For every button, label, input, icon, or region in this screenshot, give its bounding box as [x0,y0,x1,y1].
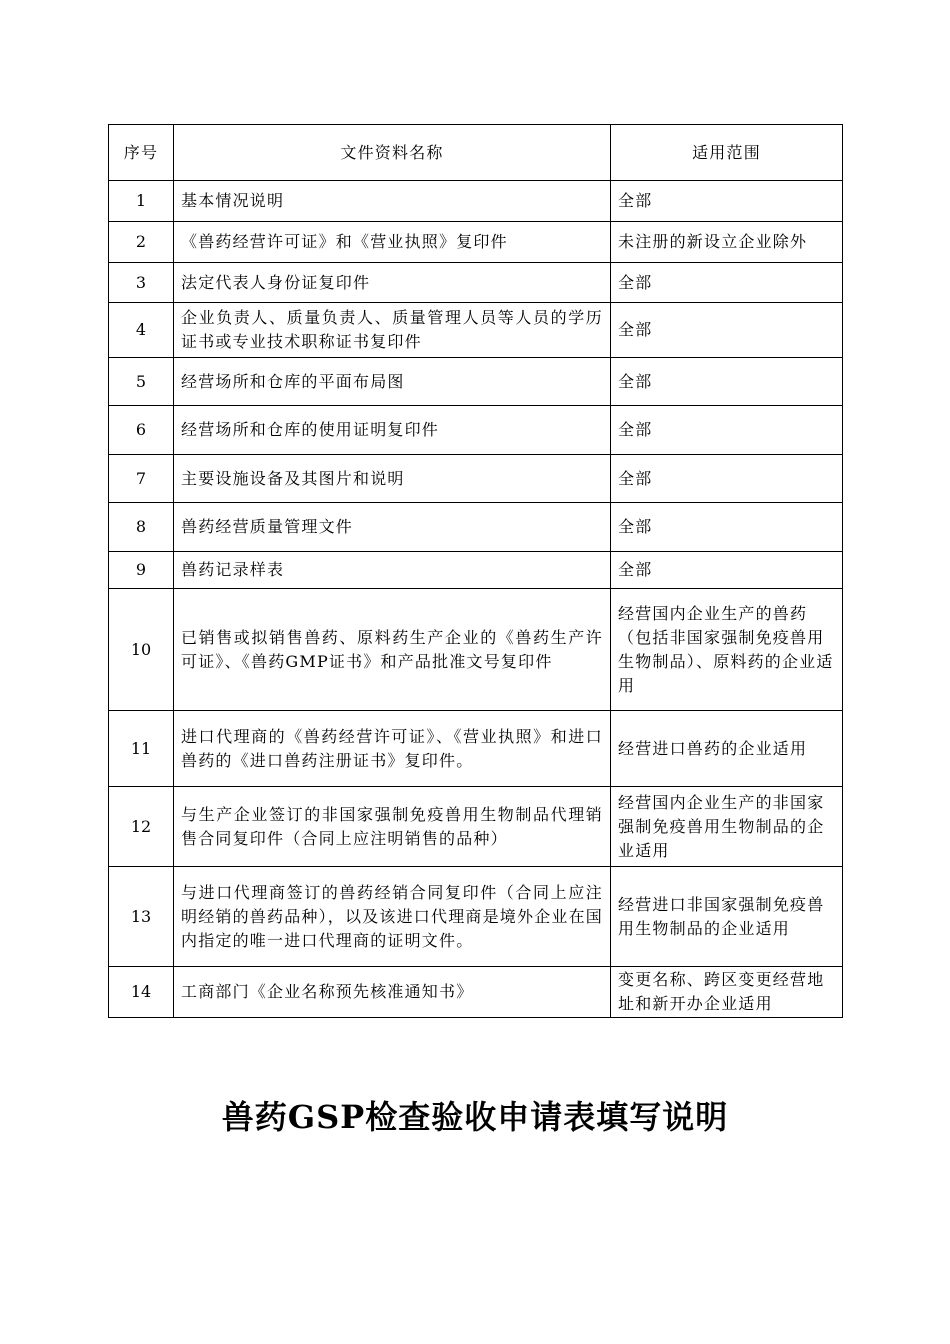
table-row [109,967,843,1018]
table-row [109,455,843,503]
row-document-name: 法定代表人身份证复印件 [174,263,611,303]
row-scope: 变更名称、跨区变更经营地址和新开办企业适用 [611,967,843,1018]
row-document-name: 基本情况说明 [174,181,611,222]
row-scope: 未注册的新设立企业除外 [611,222,843,263]
row-scope: 全部 [611,455,843,503]
table-row [109,552,843,589]
header-scope: 适用范围 [611,125,843,181]
table-row [109,503,843,552]
table-row [109,406,843,455]
row-document-name: 经营场所和仓库的使用证明复印件 [174,406,611,455]
table-row [109,303,843,358]
row-document-name: 工商部门《企业名称预先核准通知书》 [174,967,611,1018]
row-document-name: 企业负责人、质量负责人、质量管理人员等人员的学历证书或专业技术职称证书复印件 [174,303,611,358]
section-title: 兽药GSP检查验收申请表填写说明 [221,1098,729,1136]
row-index: 8 [109,503,174,552]
row-index: 7 [109,455,174,503]
table-row [109,589,843,711]
row-scope: 经营进口非国家强制免疫兽用生物制品的企业适用 [611,867,843,967]
row-index: 6 [109,406,174,455]
row-index: 13 [109,867,174,967]
table-row [109,222,843,263]
row-document-name: 兽药记录样表 [174,552,611,589]
row-index: 14 [109,967,174,1018]
row-scope: 全部 [611,406,843,455]
row-document-name: 与进口代理商签订的兽药经销合同复印件（合同上应注明经销的兽药品种），以及该进口代理商是境外企业在国内指定的唯一进口代理商的证明文件。 [174,867,611,967]
row-scope: 全部 [611,263,843,303]
row-scope: 全部 [611,358,843,406]
row-scope: 全部 [611,303,843,358]
row-index: 4 [109,303,174,358]
table-row [109,181,843,222]
row-scope: 经营进口兽药的企业适用 [611,711,843,787]
row-scope: 经营国内企业生产的非国家强制免疫兽用生物制品的企业适用 [611,787,843,867]
row-index: 2 [109,222,174,263]
row-document-name: 主要设施设备及其图片和说明 [174,455,611,503]
table-row [109,711,843,787]
row-scope: 全部 [611,503,843,552]
row-document-name: 兽药经营质量管理文件 [174,503,611,552]
row-document-name: 经营场所和仓库的平面布局图 [174,358,611,406]
table-row [109,358,843,406]
row-index: 12 [109,787,174,867]
row-scope: 经营国内企业生产的兽药（包括非国家强制免疫兽用生物制品）、原料药的企业适用 [611,589,843,711]
row-index: 9 [109,552,174,589]
documents-table [108,124,843,1018]
row-document-name: 《兽药经营许可证》和《营业执照》复印件 [174,222,611,263]
row-index: 1 [109,181,174,222]
row-document-name: 与生产企业签订的非国家强制免疫兽用生物制品代理销售合同复印件（合同上应注明销售的品种） [174,787,611,867]
table-header-row [109,125,843,181]
row-document-name: 进口代理商的《兽药经营许可证》、《营业执照》和进口兽药的《进口兽药注册证书》复印件。 [174,711,611,787]
table-row [109,263,843,303]
row-index: 11 [109,711,174,787]
table-row [109,787,843,867]
header-index: 序号 [109,125,174,181]
row-index: 5 [109,358,174,406]
row-document-name: 已销售或拟销售兽药、原料药生产企业的《兽药生产许可证》、《兽药GMP证书》和产品批准文号复印件 [174,589,611,711]
row-scope: 全部 [611,181,843,222]
header-document-name: 文件资料名称 [174,125,611,181]
row-scope: 全部 [611,552,843,589]
row-index: 10 [109,589,174,711]
table-row [109,867,843,967]
row-index: 3 [109,263,174,303]
